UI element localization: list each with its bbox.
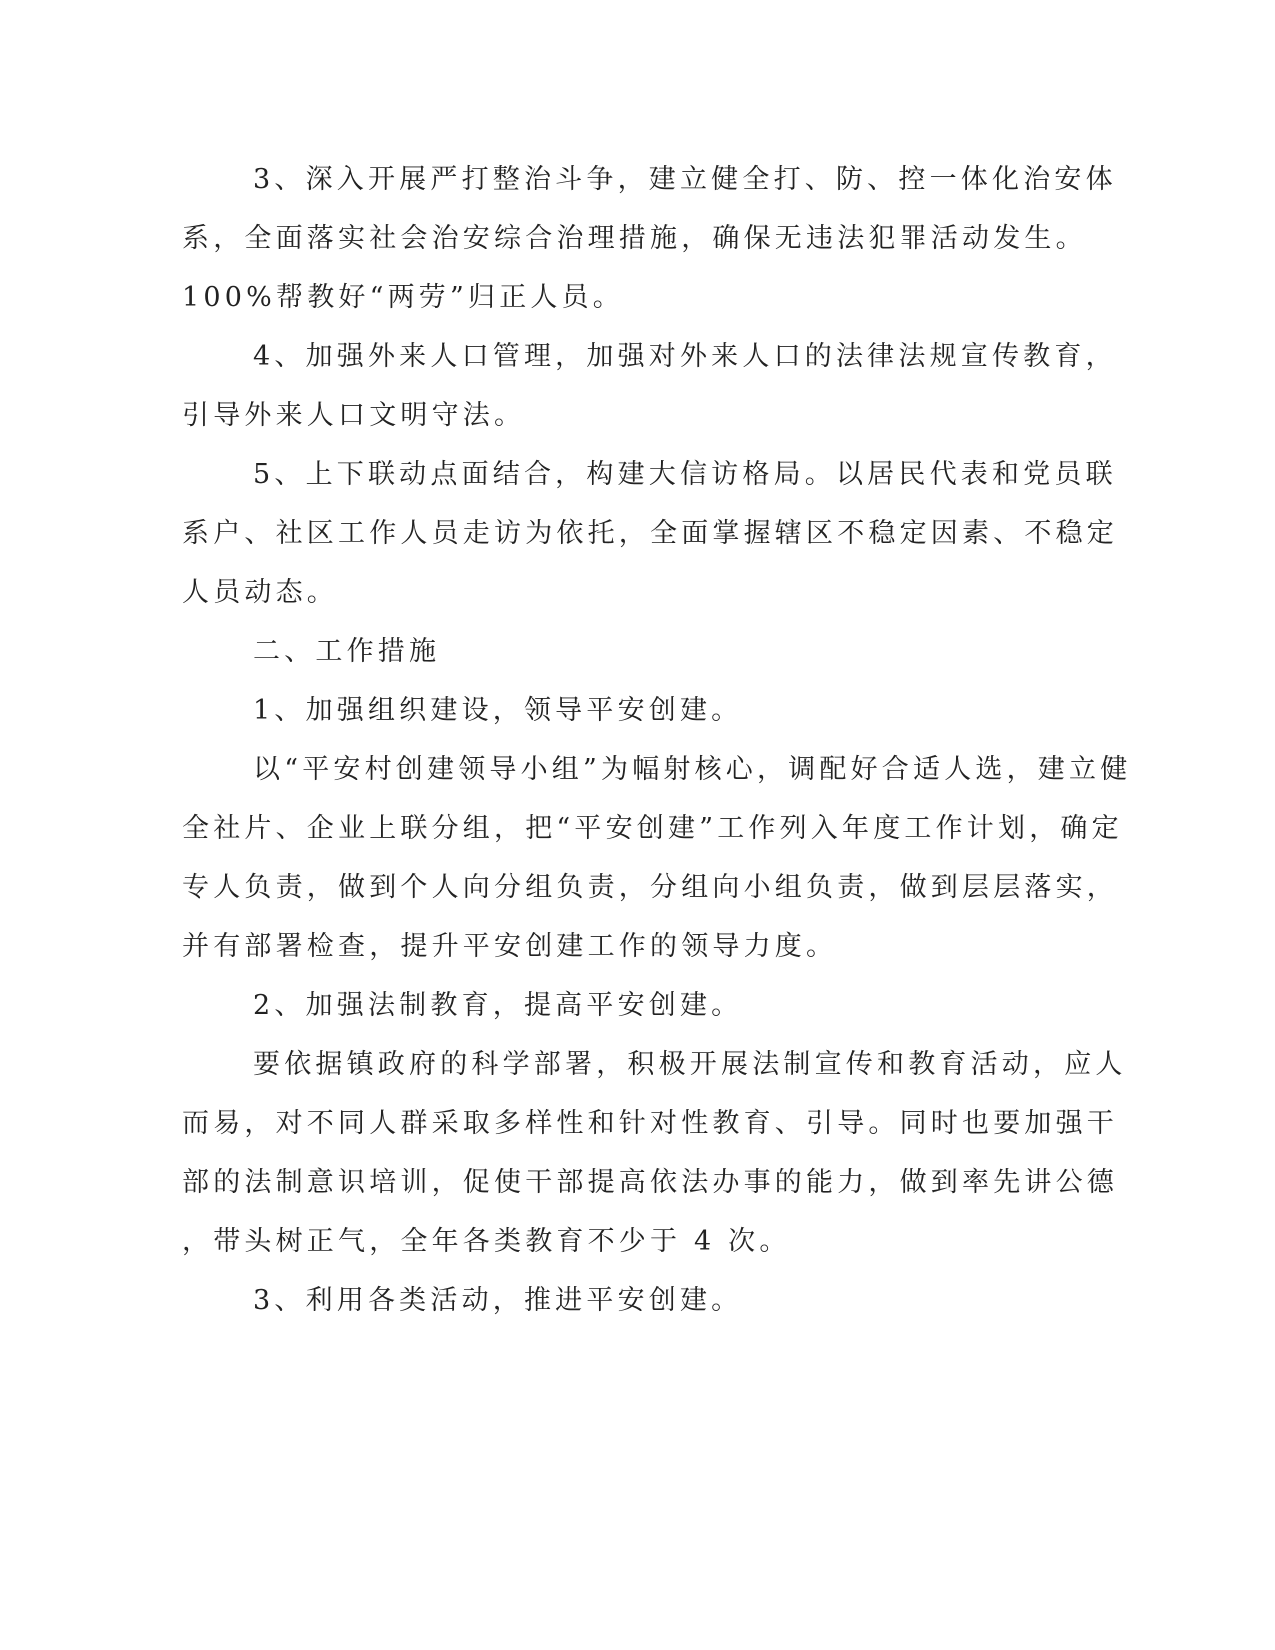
paragraph-line-9: 以“平安村创建领导小组”为幅射核心，调配好合适人选，建立健 — [253, 754, 1132, 785]
paragraph-line-16: ，带头树正气，全年各类教育不少于 4 次。 — [182, 1226, 791, 1257]
paragraph-line-15: 部的法制意识培训，促使干部提高依法办事的能力，做到率先讲公德 — [182, 1167, 1118, 1198]
paragraph-line-3: 100%帮教好“两劳”归正人员。 — [182, 282, 624, 313]
paragraph-line-12: 并有部署检查，提升平安创建工作的领导力度。 — [182, 931, 838, 962]
paragraph-line-2: 系，全面落实社会治安综合治理措施，确保无违法犯罪活动发生。 — [182, 223, 1087, 254]
paragraph-line-10: 全社片、企业上联分组，把“平安创建”工作列入年度工作计划，确定 — [182, 813, 1123, 844]
paragraph-line-4: 4、加强外来人口管理，加强对外来人口的法律法规宣传教育， — [253, 341, 1117, 372]
paragraph-line-6: 5、上下联动点面结合，构建大信访格局。以居民代表和党员联 — [253, 459, 1117, 490]
paragraph-line-5: 引导外来人口文明守法。 — [182, 400, 526, 431]
paragraph-line-13: 要依据镇政府的科学部署，积极开展法制宣传和教育活动，应人 — [253, 1049, 1127, 1080]
paragraph-line-8: 人员动态。 — [182, 577, 338, 608]
section-heading: 二、工作措施 — [253, 636, 441, 667]
paragraph-line-7: 系户、社区工作人员走访为依托，全面掌握辖区不稳定因素、不稳定 — [182, 518, 1118, 549]
subsection-heading-3: 3、利用各类活动，推进平安创建。 — [253, 1285, 743, 1316]
subsection-heading-1: 1、加强组织建设，领导平安创建。 — [253, 695, 743, 726]
subsection-heading-2: 2、加强法制教育，提高平安创建。 — [253, 990, 743, 1021]
paragraph-line-11: 专人负责，做到个人向分组负责，分组向小组负责，做到层层落实， — [182, 872, 1118, 903]
paragraph-line-1: 3、深入开展严打整治斗争，建立健全打、防、控一体化治安体 — [253, 164, 1117, 195]
paragraph-line-14: 而易，对不同人群采取多样性和针对性教育、引导。同时也要加强干 — [182, 1108, 1118, 1139]
